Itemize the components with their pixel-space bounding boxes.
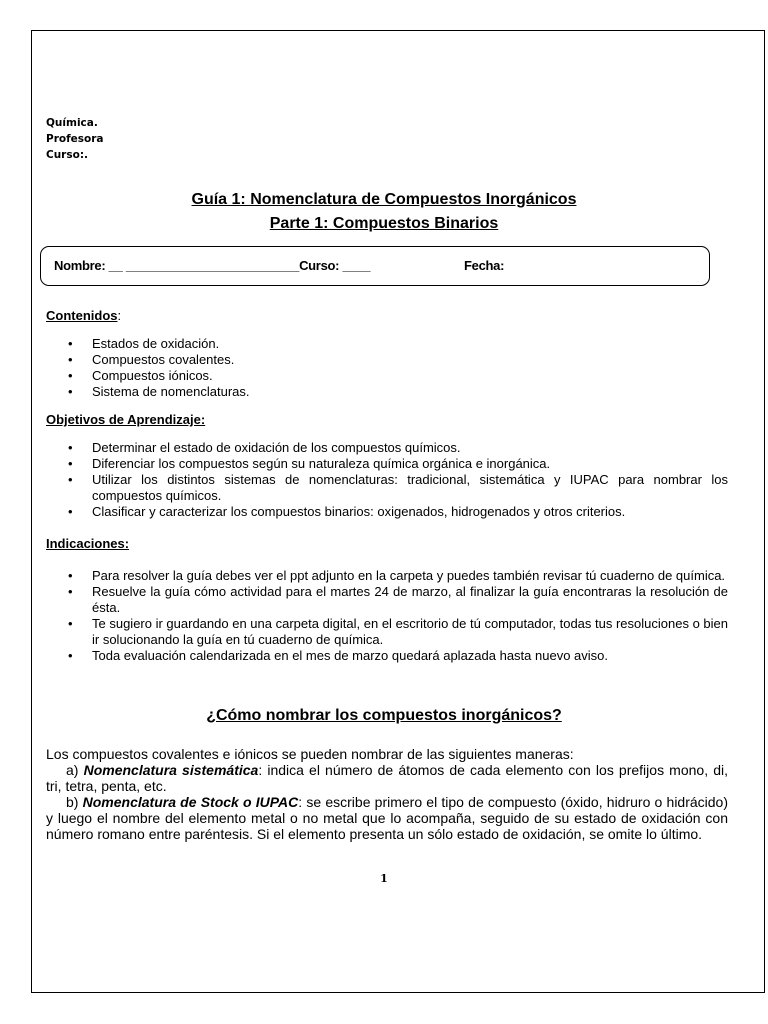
item-a-term: Nomenclatura sistemática — [83, 762, 259, 778]
contenidos-title: Contenidos — [46, 308, 118, 323]
item-b-paragraph — [46, 794, 728, 842]
list-item: • Sistema de nomenclaturas. — [92, 384, 728, 400]
objetivos-list — [46, 440, 728, 520]
list-item: • Compuestos iónicos. — [92, 368, 728, 384]
item-b-term: Nomenclatura de Stock o IUPAC — [82, 794, 299, 810]
subject-label: Química. — [46, 117, 98, 129]
item-a-paragraph — [46, 762, 728, 794]
guide-content: Contenidos : • Estados de oxidación. • Compuestos covalentes. • Compuestos iónicos. • Sistema de nomenclaturas. Objetivos de Aprendizaje: • Determinar el estado de oxidación de los compuestos químicos. • Diferenciar los compuestos según su naturaleza química orgánica e inorgánica. • Utilizar los distintos sistemas de nomenclaturas: tradicional, sistemática y IUPAC para nombrar los compuestos químicos. • Clasificar y caracterizar los compuestos binarios: oxigenados, hidrogenados y otros criterios. Indicaciones: • Para resolver la guía debes ver el ppt adjunto en la carpeta y puedes también revisar tú cuaderno de química. • Resuelve la guía cómo actividad para el martes 24 de marzo, al finalizar la guía encontraras la resolución de ésta. • Te sugiero ir guardando en una carpeta digital, en el escritorio de tú computador, todas tus resoluciones o bien ir solucionando la guía en tú cuaderno de química. • Toda evaluación calendarizada en el mes de marzo quedará aplazada hasta nuevo aviso. — [46, 308, 728, 676]
item-b-label: b) — [66, 794, 79, 810]
document-header — [46, 115, 104, 163]
list-item: • Clasificar y caracterizar los compuestos binarios: oxigenados, hidrogenados y otros criterios. — [92, 504, 728, 520]
list-item: • Compuestos covalentes. — [92, 352, 728, 368]
indicaciones-list — [46, 568, 728, 664]
date-field: Fecha: — [464, 258, 505, 273]
student-info-box — [40, 246, 710, 286]
section-heading: ¿Cómo nombrar los compuestos inorgánicos? — [206, 707, 562, 724]
item-a-text: : indica el número de átomos de cada elemento con los prefijos mono, di, tri, tetra, penta, etc. — [46, 762, 728, 794]
indicaciones-title: Indicaciones: — [46, 536, 130, 551]
list-item: • Toda evaluación calendarizada en el mes de marzo quedará aplazada hasta nuevo aviso. — [92, 648, 728, 664]
list-item: • Determinar el estado de oxidación de los compuestos químicos. — [92, 440, 728, 456]
list-item: • Te sugiero ir guardando en una carpeta digital, en el escritorio de tú computador, todas tus resoluciones o bien ir solucionando la guía en tú cuaderno de química. — [92, 616, 728, 648]
contenidos-list — [46, 336, 728, 400]
item-a-label: a) — [66, 762, 79, 778]
list-item: • Diferenciar los compuestos según su naturaleza química orgánica e inorgánica. — [92, 456, 728, 472]
list-item: • Para resolver la guía debes ver el ppt adjunto en la carpeta y puedes también revisar tú cuaderno de química. — [92, 568, 728, 584]
course-label: Curso:. — [46, 149, 89, 161]
part-title: Parte 1: Compuestos Binarios — [269, 215, 499, 232]
guide-title: Guía 1: Nomenclatura de Compuestos Inorgánicos — [191, 191, 577, 208]
list-item: • Estados de oxidación. — [92, 336, 728, 352]
list-item: • Utilizar los distintos sistemas de nomenclaturas: tradicional, sistemática y IUPAC para nombrar los compuestos químicos. — [92, 472, 728, 504]
page-number: 1 — [380, 872, 388, 885]
intro-paragraph: Los compuestos covalentes e iónicos se pueden nombrar de las siguientes maneras: — [46, 746, 574, 762]
section-body — [46, 746, 728, 842]
list-item: • Resuelve la guía cómo actividad para el martes 24 de marzo, al finalizar la guía encontraras la resolución de ésta. — [92, 584, 728, 616]
objetivos-title: Objetivos de Aprendizaje: — [46, 412, 206, 427]
name-course-field: Nombre: __ _________________________Curso: ____ — [54, 258, 371, 273]
teacher-label: Profesora — [46, 133, 104, 145]
item-b-text: : se escribe primero el tipo de compuesto (óxido, hidruro o hidrácido) y luego el nombre del elemento metal o no metal que lo acompaña, seguido de su estado de oxidación con número romano entre paréntesis. Si el elemento presenta un sólo estado de oxidación, se omite lo último. — [46, 794, 729, 842]
